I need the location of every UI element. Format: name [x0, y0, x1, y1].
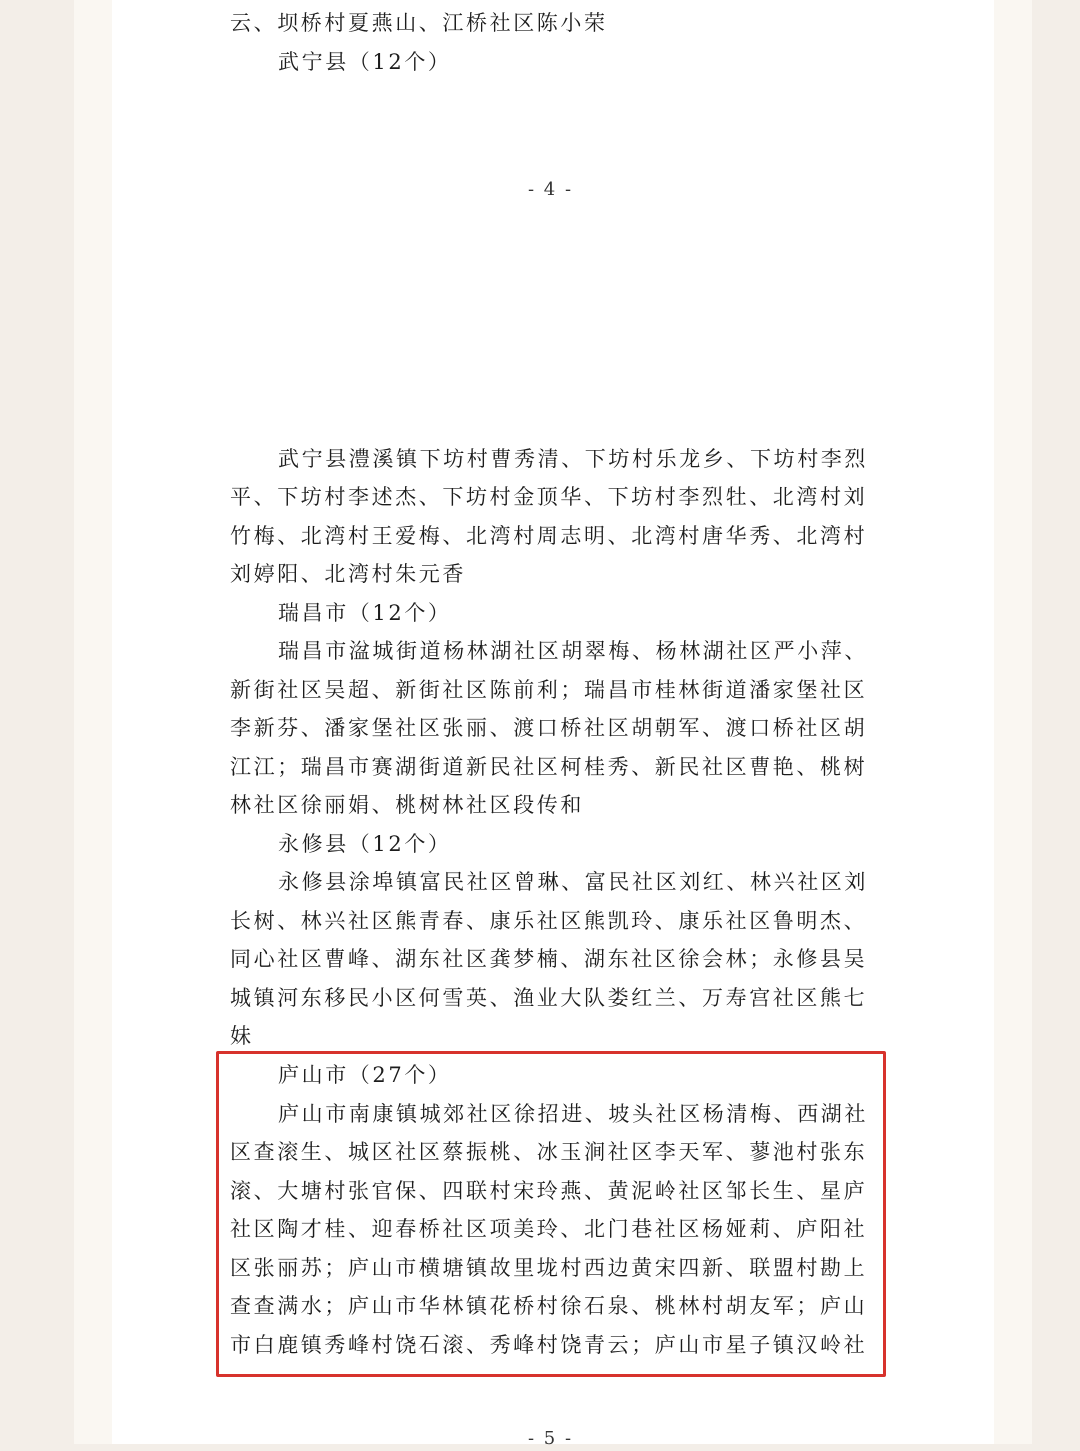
text-line: 区查滚生、城区社区蔡振桃、冰玉涧社区李天军、蓼池村张东 — [230, 1140, 868, 1164]
text-line: 林社区徐丽娟、桃树林社区段传和 — [230, 793, 584, 817]
text-line: 社区陶才桂、迎春桥社区项美玲、北门巷社区杨娅莉、庐阳社 — [230, 1217, 868, 1241]
text-line: 瑞昌市湓城街道杨林湖社区胡翠梅、杨林湖社区严小萍、 — [278, 639, 868, 663]
text-line: 云、坝桥村夏燕山、江桥社区陈小荣 — [230, 11, 608, 35]
text-line: 查查满水；庐山市华林镇花桥村徐石泉、桃林村胡友军；庐山 — [230, 1294, 868, 1318]
section-heading-wuning: 武宁县（12个） — [278, 50, 452, 74]
text-line: 竹梅、北湾村王爱梅、北湾村周志明、北湾村唐华秀、北湾村 — [230, 524, 868, 548]
text-line: 李新芬、潘家堡社区张丽、渡口桥社区胡朝军、渡口桥社区胡 — [230, 716, 868, 740]
page-number-5: - 5 - — [528, 1428, 574, 1449]
text-line: 区张丽苏；庐山市横塘镇故里垅村西边黄宋四新、联盟村勘上 — [230, 1256, 868, 1280]
text-line: 城镇河东移民小区何雪英、渔业大队娄红兰、万寿宫社区熊七 — [230, 986, 868, 1010]
text-line: 永修县涂埠镇富民社区曾琳、富民社区刘红、林兴社区刘 — [278, 870, 868, 894]
text-line: 武宁县澧溪镇下坊村曹秀清、下坊村乐龙乡、下坊村李烈 — [278, 447, 868, 471]
page-number-4: - 4 - — [528, 179, 574, 200]
text-line: 滚、大塘村张官保、四联村宋玲燕、黄泥岭社区邹长生、星庐 — [230, 1179, 868, 1203]
text-line: 妹 — [230, 1024, 254, 1048]
section-heading-ruichang: 瑞昌市（12个） — [278, 601, 452, 625]
text-line: 江江；瑞昌市赛湖街道新民社区柯桂秀、新民社区曹艳、桃树 — [230, 755, 868, 779]
section-heading-yongxiu: 永修县（12个） — [278, 832, 452, 856]
text-line: 平、下坊村李述杰、下坊村金顶华、下坊村李烈牡、北湾村刘 — [230, 485, 868, 509]
text-line: 新街社区吴超、新街社区陈前利；瑞昌市桂林街道潘家堡社区 — [230, 678, 868, 702]
text-line: 刘婷阳、北湾村朱元香 — [230, 562, 466, 586]
text-line: 庐山市南康镇城郊社区徐招进、坡头社区杨清梅、西湖社 — [278, 1102, 868, 1126]
section-heading-lushan: 庐山市（27个） — [278, 1063, 452, 1087]
text-line: 长树、林兴社区熊青春、康乐社区熊凯玲、康乐社区鲁明杰、 — [230, 909, 868, 933]
text-line: 同心社区曹峰、湖东社区龚梦楠、湖东社区徐会林；永修县吴 — [230, 947, 868, 971]
text-line: 市白鹿镇秀峰村饶石滚、秀峰村饶青云；庐山市星子镇汉岭社 — [230, 1333, 868, 1357]
